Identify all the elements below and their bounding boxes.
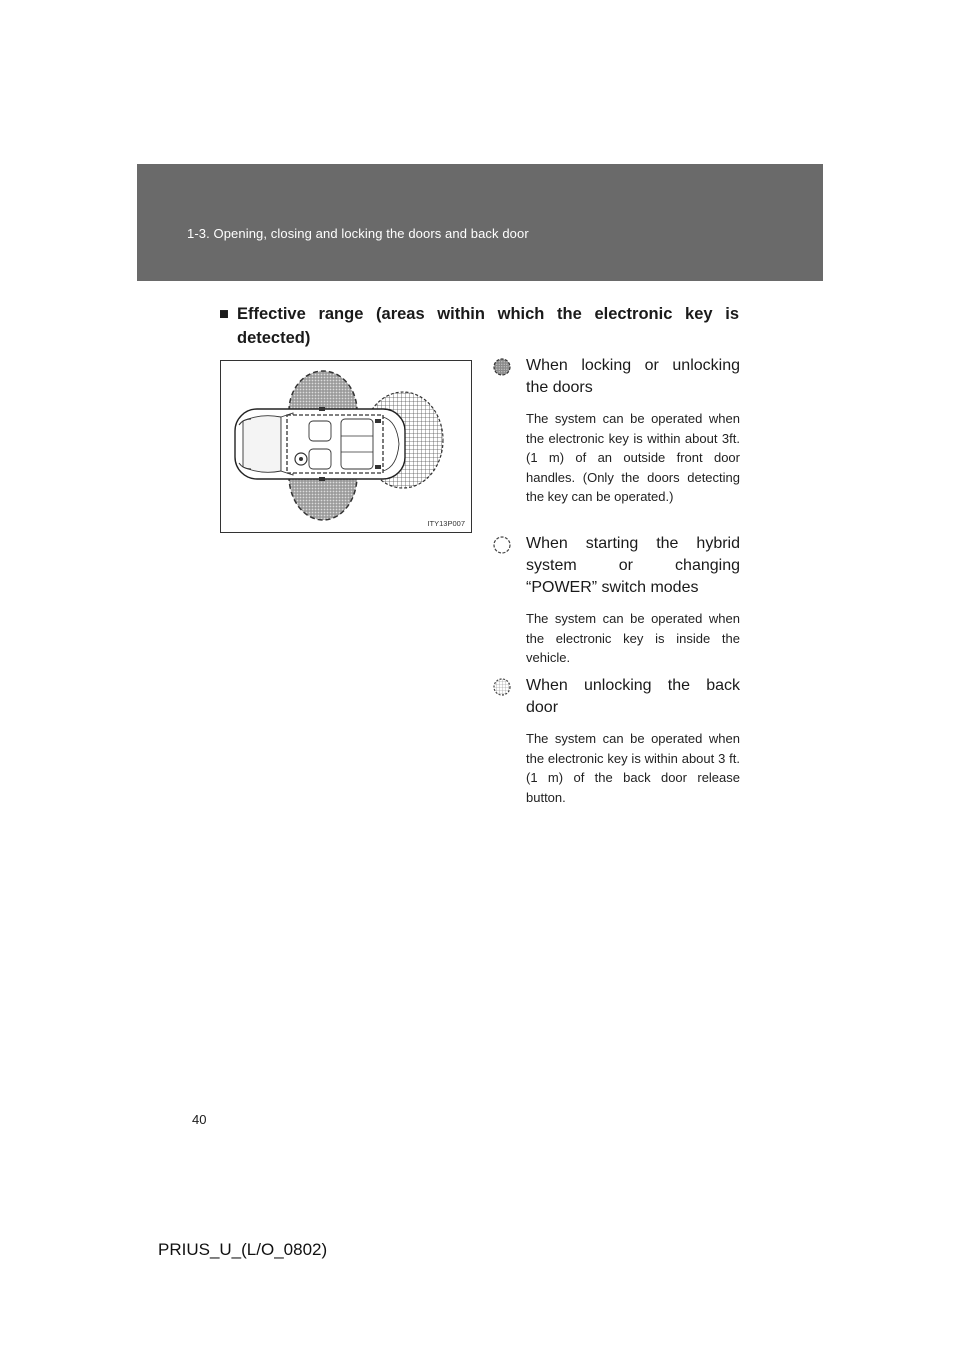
legend-item-back-door [493,675,740,807]
legend-description: The system can be operated when the electronic key is within about 3ft. (1 m) of an outside front door handles. (Only the doors detecting the key can be operated.) [526,411,740,504]
footer-doc-code: PRIUS_U_(L/O_0802) [158,1240,328,1259]
legend-title-line1: When starting the hybrid system or changing [526,535,740,574]
grid-circle-icon [493,678,511,696]
legend-title-line1: When unlocking the back [526,677,740,694]
chapter-title: 1-3. Opening, closing and locking the doors and back door [187,226,529,241]
legend-item-hybrid-system [493,533,740,668]
legend-description: The system can be operated when the electronic key is within about 3 ft. (1 m) of the back door release button. [526,731,740,805]
heading-bullet: ■ [219,305,229,323]
legend-description: The system can be operated when the electronic key is inside the vehicle. [526,611,740,665]
light-dashed-circle-icon [493,536,511,554]
vehicle-top-view-illustration [221,361,471,532]
legend-title-line1: When locking or unlocking [526,357,740,374]
legend-title-line2: “POWER” switch modes [526,579,699,596]
section-heading [219,302,739,350]
dark-dotted-circle-icon [493,358,511,376]
legend-title-line2: door [526,699,559,716]
vehicle-range-figure [220,360,472,533]
figure-code: ITY13P007 [427,519,465,528]
heading-text: Effective range (areas within which the electronic key is detected) [237,305,739,347]
page-number: 40 [192,1112,207,1127]
legend-item-locking-doors [493,355,740,507]
legend-title-line2: the doors [526,379,593,396]
chapter-header-band [137,164,823,281]
